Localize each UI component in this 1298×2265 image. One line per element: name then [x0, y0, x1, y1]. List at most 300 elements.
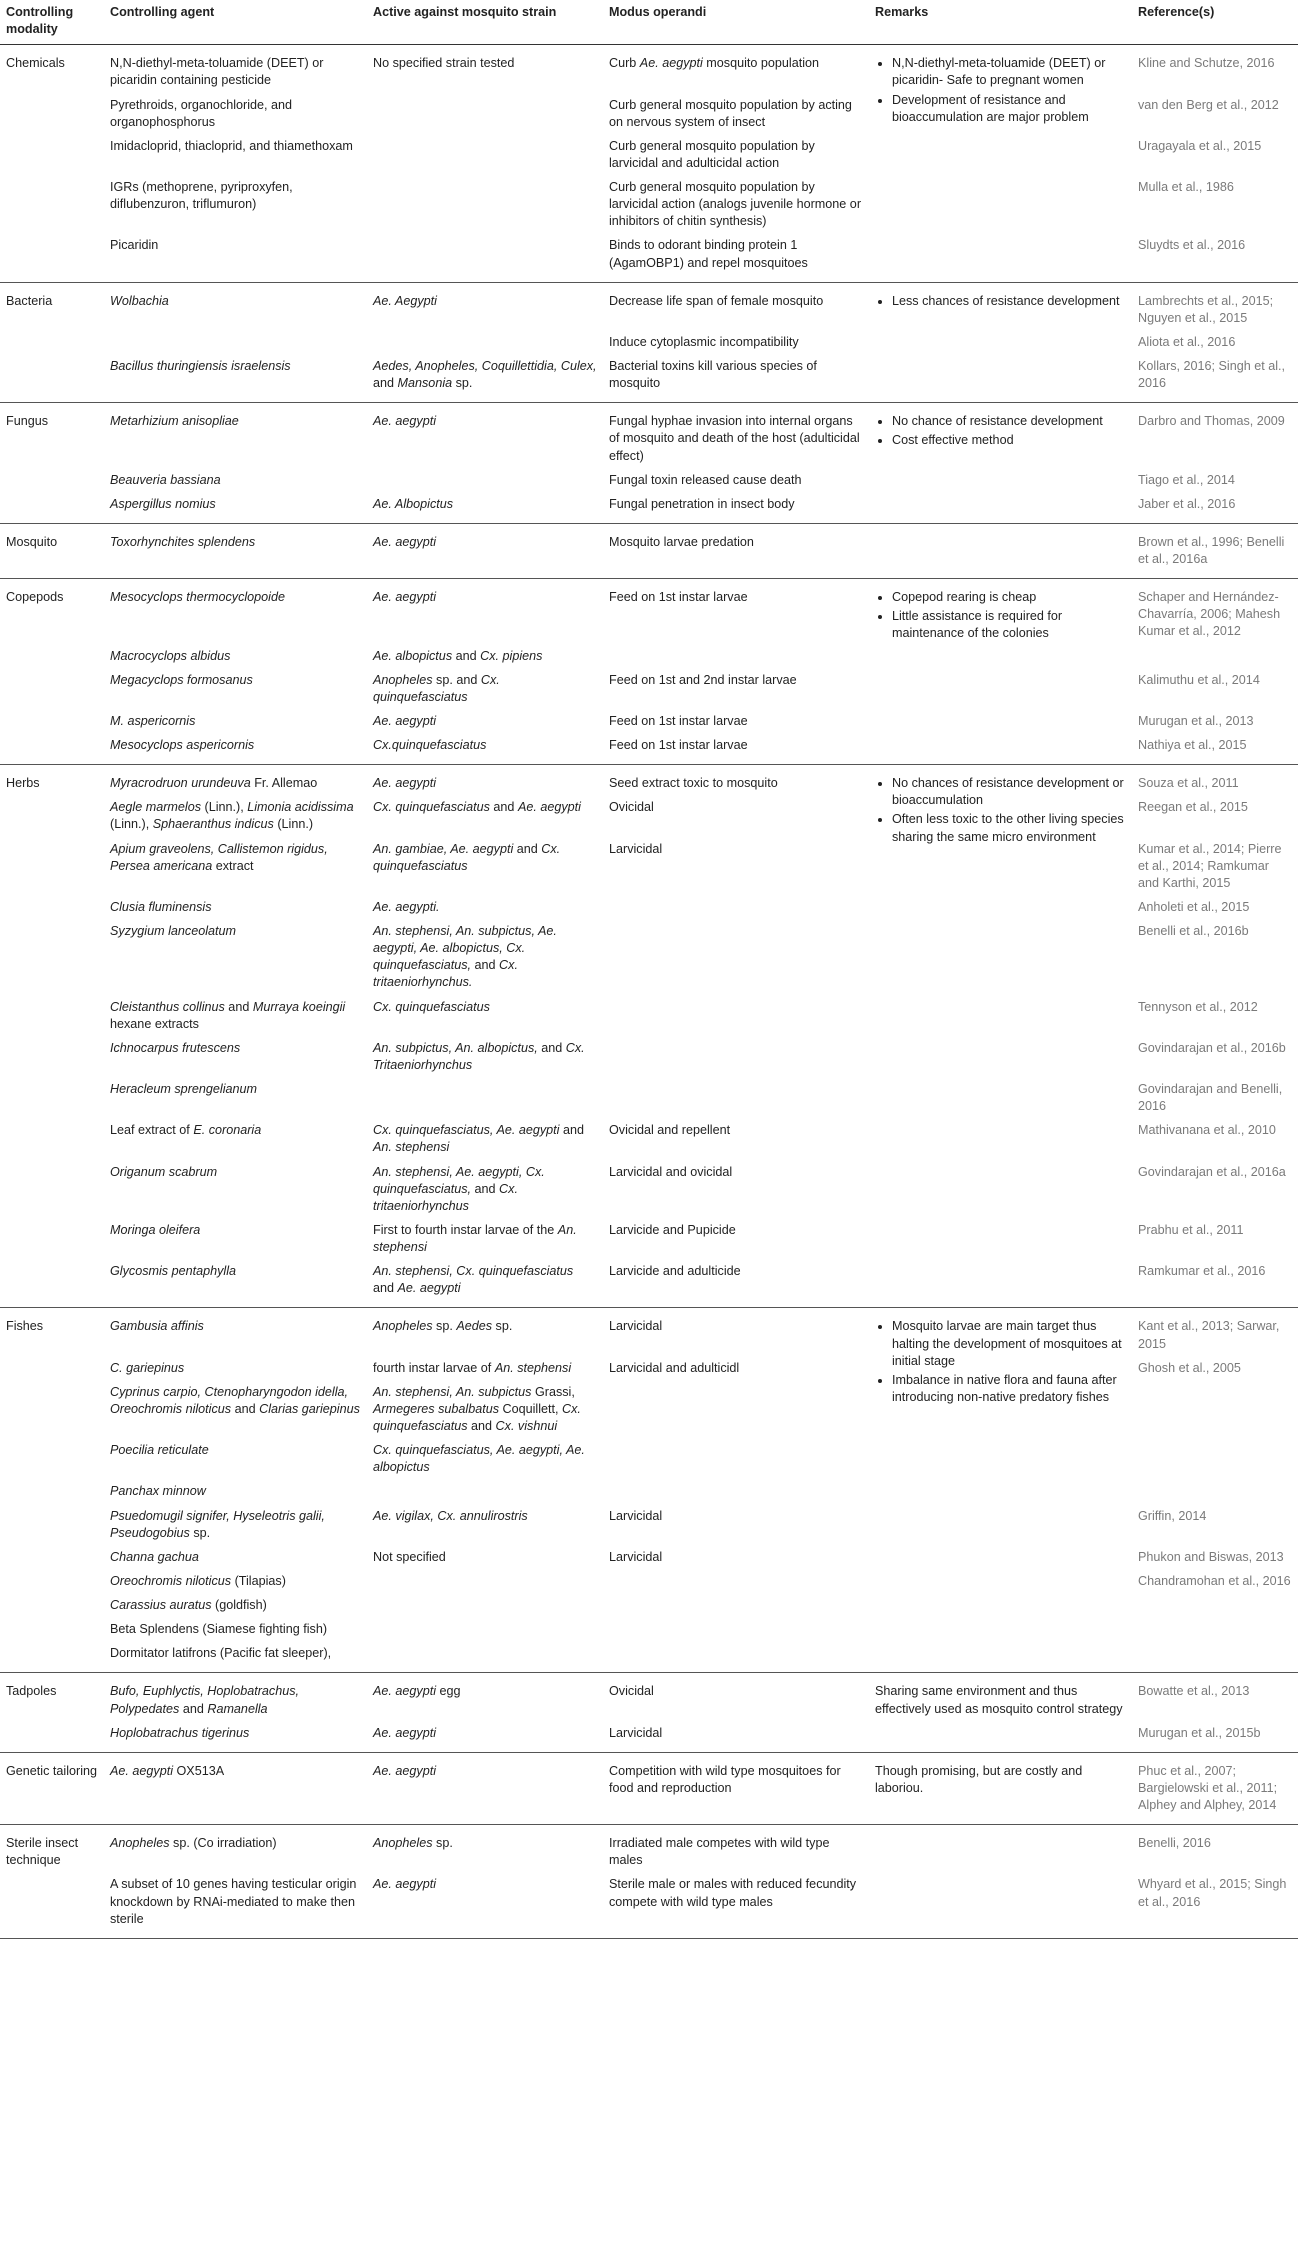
italic-text: M. aspericornis — [110, 713, 196, 728]
agent-cell — [104, 796, 367, 837]
modus-cell — [603, 1439, 869, 1480]
text-segment: and — [224, 999, 253, 1014]
text-segment: egg — [436, 1684, 461, 1699]
text-segment: Larvicide and adulticide — [609, 1264, 741, 1279]
text-segment: sp. — [452, 376, 473, 391]
agent-cell — [104, 1119, 367, 1160]
remark-item: • Cost effective method — [892, 432, 1126, 449]
reference-cell — [1132, 1381, 1298, 1439]
reference-cell: Benelli, 2016 — [1138, 1836, 1211, 1851]
text-segment: Larvicidal — [609, 1725, 663, 1740]
italic-text: Cleistanthus collinus — [110, 999, 225, 1014]
text-segment: Ovicidal — [609, 800, 654, 815]
text-segment: Feed on 1st instar larvae — [609, 713, 748, 728]
strain-cell — [367, 355, 603, 403]
reference-cell — [1132, 1642, 1298, 1673]
italic-text: Ae. Albopictus — [373, 496, 454, 511]
text-segment: mosquito population — [702, 56, 820, 71]
italic-text: Ae. aegypti — [373, 590, 437, 605]
reference-cell: Kollars, 2016; Singh et al., 2016 — [1132, 355, 1298, 403]
italic-text: Cx. Tritaeniorhynchus — [373, 1040, 585, 1072]
italic-text: Moringa oleifera — [110, 1222, 201, 1237]
reference-cell — [1132, 1439, 1298, 1480]
modality-cell: Fungus — [0, 403, 104, 524]
remark-item: • Often less toxic to the other living species sharing the same micro environment — [892, 811, 1126, 845]
modus-cell — [603, 493, 869, 524]
reference-cell: Govindarajan et al., 2016b — [1138, 1040, 1286, 1055]
agent-cell — [104, 1037, 367, 1078]
modus-cell — [603, 669, 869, 710]
text-segment: and — [471, 1181, 500, 1196]
text-segment: Curb general mosquito population by acting on nervous system of insect — [609, 97, 852, 129]
italic-text: Cx. tritaeniorhynchus. — [373, 958, 518, 990]
agent-cell — [104, 1381, 367, 1439]
strain-cell — [367, 996, 603, 1037]
modality-cell: Sterile insect technique — [0, 1825, 104, 1939]
modus-cell — [603, 469, 869, 493]
reference-cell: Souza et al., 2011 — [1138, 776, 1239, 791]
strain-cell — [367, 1642, 603, 1673]
italic-text: Bacillus thuringiensis israelensis — [110, 359, 291, 373]
remark-item: • N,N-diethyl-meta-toluamide (DEET) or picaridin- Safe to pregnant women — [892, 55, 1126, 89]
reference-cell: Brown et al., 1996; Benelli et al., 2016a — [1132, 523, 1298, 578]
italic-text: Anopheles — [373, 672, 433, 687]
agent-cell — [104, 1594, 367, 1618]
strain-cell — [367, 1357, 603, 1381]
italic-text: Ae. aegypti — [517, 800, 581, 815]
strain-cell — [367, 1673, 603, 1722]
reference-cell: Govindarajan and Benelli, 2016 — [1138, 1082, 1283, 1114]
italic-text: Ae. aegypti. — [373, 899, 440, 914]
modus-cell — [603, 996, 869, 1037]
italic-text: Aegle marmelos — [110, 800, 201, 815]
modus-cell — [603, 1618, 869, 1642]
agent-cell — [104, 1480, 367, 1504]
strain-cell — [367, 45, 603, 94]
agent-cell — [104, 1642, 367, 1673]
italic-text: Mesocyclops thermocyclopoide — [110, 590, 285, 605]
text-segment: and — [467, 1419, 496, 1433]
modus-cell — [603, 1570, 869, 1594]
remark-text: Though promising, but are costly and laboriou. — [875, 1763, 1083, 1795]
agent-cell — [104, 1260, 367, 1308]
text-segment: Fungal toxin released cause death — [609, 472, 802, 487]
italic-text: Aspergillus nomius — [110, 496, 216, 511]
text-segment: Grassi, — [531, 1384, 575, 1399]
italic-text: An. stephensi — [494, 1360, 572, 1375]
header-strain: Active against mosquito strain — [367, 0, 603, 45]
italic-text: An. stephensi, Ae. aegypti, Cx. quinquefasciatus, — [373, 1164, 545, 1196]
strain-cell — [367, 579, 603, 645]
remarks-list — [875, 775, 1126, 846]
text-segment: Beta Splendens (Siamese fighting fish) — [110, 1622, 328, 1637]
modus-cell — [603, 403, 869, 469]
table-row — [0, 579, 1298, 645]
modus-cell — [603, 45, 869, 94]
modus-cell — [603, 1752, 869, 1824]
modus-cell — [603, 94, 869, 135]
modality-cell: Tadpoles — [0, 1673, 104, 1752]
italic-text: Bufo, Euphlyctis, Hoplobatrachus, Polypedates — [110, 1684, 300, 1716]
reference-cell: van den Berg et al., 2012 — [1138, 97, 1279, 112]
agent-cell — [104, 734, 367, 765]
agent-cell — [104, 1219, 367, 1260]
header-modus: Modus operandi — [603, 0, 869, 45]
reference-cell — [1132, 1618, 1298, 1642]
italic-text: C. gariepinus — [110, 1360, 185, 1375]
reference-cell: Govindarajan et al., 2016a — [1138, 1164, 1286, 1179]
italic-text: Channa gachua — [110, 1549, 199, 1564]
italic-text: Wolbachia — [110, 293, 169, 308]
agent-cell — [104, 1439, 367, 1480]
modus-cell — [603, 331, 869, 355]
remarks-cell — [869, 1752, 1132, 1824]
text-segment: Fr. Allemao — [250, 776, 318, 791]
strain-cell — [367, 1570, 603, 1594]
italic-text: Ae. aegypti — [373, 414, 437, 429]
modus-cell — [603, 1119, 869, 1160]
text-segment: No specified strain tested — [373, 56, 515, 71]
agent-cell — [104, 1752, 367, 1824]
text-segment: Larvicide and Pupicide — [609, 1222, 736, 1237]
text-segment: Seed extract toxic to mosquito — [609, 776, 778, 791]
remark-item: • Development of resistance and bioaccumulation are major problem — [892, 92, 1126, 126]
modus-cell — [603, 1078, 869, 1119]
text-segment: Sterile male or males with reduced fecundity compete with wild type males — [609, 1877, 857, 1909]
strain-cell — [367, 796, 603, 837]
text-segment: Feed on 1st instar larvae — [609, 590, 748, 605]
text-segment: (Linn.) — [273, 817, 314, 832]
agent-cell — [104, 1308, 367, 1357]
text-segment: Larvicidal — [609, 1508, 663, 1523]
italic-text: Ae. aegypti — [110, 1763, 174, 1778]
italic-text: Aedes, Anopheles, Coquillettidia, Culex, — [373, 359, 597, 373]
text-segment: Bacterial toxins kill various species of mosquito — [609, 359, 817, 391]
text-segment: First to fourth instar larvae of the — [373, 1222, 558, 1237]
agent-cell — [104, 282, 367, 331]
italic-text: Murraya koeingii — [252, 999, 346, 1014]
strain-cell — [367, 920, 603, 996]
reference-cell: Nathiya et al., 2015 — [1132, 734, 1298, 765]
agent-cell — [104, 1505, 367, 1546]
italic-text: Heracleum sprengelianum — [110, 1082, 257, 1096]
text-segment: sp. — [432, 1836, 453, 1851]
italic-text: An. stephensi — [373, 1140, 450, 1155]
agent-cell — [104, 710, 367, 734]
agent-cell — [104, 1546, 367, 1570]
remarks-cell — [869, 45, 1132, 282]
modus-cell — [603, 838, 869, 896]
italic-text: E. coronaria — [193, 1123, 262, 1138]
strain-cell — [367, 282, 603, 331]
italic-text: Metarhizium anisopliae — [110, 414, 239, 429]
table-row — [0, 1308, 1298, 1357]
strain-cell — [367, 710, 603, 734]
modus-cell — [603, 1219, 869, 1260]
reference-cell: Kalimuthu et al., 2014 — [1138, 672, 1260, 687]
italic-text: Ae. aegypti — [373, 713, 437, 728]
italic-text: Ae. aegypti — [373, 1684, 437, 1699]
agent-cell — [104, 355, 367, 403]
italic-text: Apium graveolens, Callistemon rigidus, Persea americana — [110, 841, 328, 873]
text-segment: N,N-diethyl-meta-toluamide (DEET) or picaridin containing pesticide — [110, 56, 324, 88]
table-row — [0, 1752, 1298, 1824]
agent-cell — [104, 176, 367, 234]
strain-cell — [367, 1505, 603, 1546]
strain-cell — [367, 1308, 603, 1357]
italic-text: Psuedomugil signifer, Hyseleotris galii, Pseudogobius — [110, 1508, 325, 1540]
strain-cell — [367, 645, 603, 669]
agent-cell — [104, 579, 367, 645]
italic-text: Anopheles — [373, 1319, 433, 1334]
text-segment: OX513A — [173, 1763, 225, 1778]
header-references: Reference(s) — [1132, 0, 1298, 45]
reference-cell: Mathivanana et al., 2010 — [1138, 1123, 1276, 1138]
modus-cell — [603, 282, 869, 331]
text-segment: Decrease life span of female mosquito — [609, 293, 824, 308]
remarks-cell — [869, 523, 1132, 578]
text-segment: fourth instar larvae of — [373, 1360, 495, 1375]
modality-cell: Fishes — [0, 1308, 104, 1673]
text-segment: extract — [212, 858, 254, 873]
text-segment: Curb general mosquito population by larvicidal and adulticidal action — [609, 138, 815, 170]
text-segment: Curb — [609, 56, 640, 71]
italic-text: Toxorhynchites splendens — [110, 534, 256, 549]
modus-cell — [603, 645, 869, 669]
agent-cell — [104, 838, 367, 896]
italic-text: Cx. quinquefasciatus — [373, 800, 490, 815]
modus-cell — [603, 579, 869, 645]
modus-cell — [603, 1381, 869, 1439]
reference-cell: Phukon and Biswas, 2013 — [1138, 1549, 1284, 1564]
remark-item: • Less chances of resistance development — [892, 293, 1126, 310]
reference-cell: Tennyson et al., 2012 — [1138, 999, 1258, 1014]
italic-text: Cx. quinquefasciatus, Ae. aegypti, Ae. albopictus — [373, 1443, 585, 1475]
strain-cell — [367, 896, 603, 920]
italic-text: Armegeres subalbatus — [373, 1401, 500, 1416]
table-row — [0, 523, 1298, 578]
agent-cell — [104, 523, 367, 578]
text-segment: Pyrethroids, organochloride, and organophosphorus — [110, 97, 293, 129]
agent-cell — [104, 920, 367, 996]
italic-text: Cx. quinquefasciatus — [373, 841, 561, 873]
agent-cell — [104, 1825, 367, 1874]
text-segment: sp. — [189, 1525, 211, 1540]
text-segment: Ovicidal and repellent — [609, 1123, 731, 1138]
modus-cell — [603, 1260, 869, 1308]
reference-cell: Uragayala et al., 2015 — [1138, 138, 1262, 153]
text-segment: IGRs (methoprene, pyriproxyfen, diflubenzuron, triflumuron) — [110, 180, 293, 212]
table-row — [0, 1673, 1298, 1722]
strain-cell — [367, 1594, 603, 1618]
italic-text: Myracrodruon urundeuva — [110, 776, 251, 791]
remark-item: • Imbalance in native flora and fauna after introducing non-native predatory fishes — [892, 1372, 1126, 1406]
italic-text: Ae. vigilax, Cx. annulirostris — [373, 1508, 528, 1523]
agent-cell — [104, 469, 367, 493]
strain-cell — [367, 176, 603, 234]
reference-cell: Chandramohan et al., 2016 — [1138, 1573, 1291, 1588]
strain-cell — [367, 1722, 603, 1753]
italic-text: Origanum scabrum — [110, 1164, 218, 1179]
italic-text: Cx. pipiens — [480, 648, 543, 663]
table-row — [0, 765, 1298, 797]
italic-text: Clusia fluminensis — [110, 899, 212, 914]
modus-cell — [603, 135, 869, 176]
italic-text: Anopheles — [110, 1836, 170, 1851]
italic-text: Ae. Aegypti — [373, 293, 437, 308]
reference-cell: Murugan et al., 2013 — [1138, 713, 1254, 728]
italic-text: Cx. quinquefasciatus — [373, 1401, 581, 1433]
reference-cell: Jaber et al., 2016 — [1132, 493, 1298, 524]
agent-cell — [104, 996, 367, 1037]
reference-cell: Prabhu et al., 2011 — [1138, 1222, 1244, 1237]
remark-item: • Mosquito larvae are main target thus halting the development of mosquitoes at initial stage — [892, 1318, 1126, 1369]
italic-text: An. gambiae, Ae. aegypti — [373, 841, 514, 856]
text-segment: Induce cytoplasmic incompatibility — [609, 334, 799, 349]
text-segment: Feed on 1st instar larvae — [609, 738, 748, 752]
modus-cell — [603, 796, 869, 837]
strain-cell — [367, 1825, 603, 1874]
text-segment: hexane extracts — [110, 1016, 199, 1031]
text-segment: Larvicidal and adulticidl — [609, 1360, 740, 1375]
strain-cell — [367, 1078, 603, 1119]
strain-cell — [367, 1037, 603, 1078]
italic-text: An. subpictus, An. albopictus, — [373, 1040, 538, 1055]
modus-cell — [603, 920, 869, 996]
modus-cell — [603, 1505, 869, 1546]
strain-cell — [367, 331, 603, 355]
italic-text: Syzygium lanceolatum — [110, 924, 236, 938]
italic-text: Megacyclops formosanus — [110, 672, 253, 687]
italic-text: Ae. aegypti — [639, 56, 703, 71]
modus-cell — [603, 734, 869, 765]
agent-cell — [104, 94, 367, 135]
remarks-list — [875, 413, 1126, 449]
italic-text: An. stephensi — [373, 1222, 577, 1254]
agent-cell — [104, 1873, 367, 1938]
strain-cell — [367, 1480, 603, 1504]
text-segment: and — [537, 1040, 566, 1055]
italic-text: Ae. aegypti — [373, 534, 437, 549]
text-segment: Mosquito larvae predation — [609, 534, 754, 549]
remarks-cell — [869, 282, 1132, 403]
modus-cell — [603, 1546, 869, 1570]
table-row — [0, 282, 1298, 331]
agent-cell — [104, 1618, 367, 1642]
reference-cell: Schaper and Hernández-Chavarría, 2006; Mahesh Kumar et al., 2012 — [1138, 590, 1281, 639]
agent-cell — [104, 331, 367, 355]
text-segment: Fungal hyphae invasion into internal organs of mosquito and death of the host (adulticidal effect) — [609, 414, 860, 463]
agent-cell — [104, 1570, 367, 1594]
strain-cell — [367, 1439, 603, 1480]
text-segment: Larvicidal — [609, 841, 663, 856]
modus-cell — [603, 1673, 869, 1722]
text-segment: Binds to odorant binding protein 1 (AgamOBP1) and repel mosquitoes — [609, 238, 808, 270]
reference-cell: Lambrechts et al., 2015; Nguyen et al., 2015 — [1138, 293, 1274, 325]
italic-text: Oreochromis niloticus — [110, 1573, 232, 1588]
italic-text: Ae. aegypti — [373, 1725, 437, 1740]
remarks-cell — [869, 403, 1132, 524]
italic-text: Ae. albopictus — [373, 648, 453, 663]
reference-cell: Ramkumar et al., 2016 — [1132, 1260, 1298, 1308]
agent-cell — [104, 1078, 367, 1119]
agent-cell — [104, 669, 367, 710]
strain-cell — [367, 838, 603, 896]
italic-text: Glycosmis pentaphylla — [110, 1264, 236, 1279]
modality-cell: Copepods — [0, 579, 104, 765]
remarks-list — [875, 1318, 1126, 1406]
agent-cell — [104, 234, 367, 282]
text-segment: Curb general mosquito population by larvicidal action (analogs juvenile hormone or inhibitors of chitin synthesis) — [609, 180, 862, 229]
modus-cell — [603, 710, 869, 734]
reference-cell: Benelli et al., 2016b — [1138, 924, 1249, 938]
header-row — [0, 0, 1298, 45]
modus-cell — [603, 1873, 869, 1938]
italic-text: Cx.quinquefasciatus — [373, 738, 487, 752]
strain-cell — [367, 234, 603, 282]
text-segment: (Linn.), — [201, 800, 248, 815]
modality-cell: Chemicals — [0, 45, 104, 282]
text-segment: and — [559, 1123, 584, 1138]
text-segment: Ovicidal — [609, 1684, 654, 1699]
remarks-cell — [869, 1308, 1132, 1673]
italic-text: Mansonia — [397, 376, 453, 391]
reference-cell: Anholeti et al., 2015 — [1138, 899, 1250, 914]
strain-cell — [367, 1119, 603, 1160]
text-segment: Imidacloprid, thiacloprid, and thiamethoxam — [110, 138, 353, 153]
remark-item: • Little assistance is required for maintenance of the colonies — [892, 608, 1126, 642]
reference-cell: Kline and Schutze, 2016 — [1138, 56, 1275, 71]
reference-cell: Murugan et al., 2015b — [1132, 1722, 1298, 1753]
text-segment: sp. — [432, 1319, 457, 1334]
italic-text: Cx. tritaeniorhynchus — [373, 1181, 518, 1213]
strain-cell — [367, 1219, 603, 1260]
modus-cell — [603, 1161, 869, 1219]
modus-cell — [603, 1037, 869, 1078]
text-segment: and — [471, 958, 500, 973]
italic-text: Cx. vishnui — [495, 1419, 558, 1433]
agent-cell — [104, 1161, 367, 1219]
text-segment: (goldfish) — [211, 1598, 267, 1612]
reference-cell — [1132, 1480, 1298, 1504]
reference-cell — [1132, 645, 1298, 669]
remark-text: Sharing same environment and thus effectively used as mosquito control strategy — [875, 1684, 1123, 1716]
text-segment: Fungal penetration in insect body — [609, 496, 795, 511]
text-segment: A subset of 10 genes having testicular origin knockdown by RNAi-mediated to make then sterile — [110, 1877, 357, 1926]
table-row — [0, 403, 1298, 469]
reference-cell: Bowatte et al., 2013 — [1138, 1684, 1250, 1699]
text-segment: sp. — [492, 1319, 513, 1334]
italic-text: Ae. aegypti — [397, 1281, 461, 1296]
modus-cell — [603, 355, 869, 403]
text-segment: sp. and — [432, 672, 481, 687]
text-segment: Larvicidal — [609, 1549, 663, 1564]
italic-text: Hoplobatrachus tigerinus — [110, 1725, 250, 1740]
italic-text: Ae. aegypti — [373, 1877, 437, 1892]
italic-text: Sphaeranthus indicus — [152, 817, 274, 832]
italic-text: Limonia acidissima — [247, 800, 354, 815]
table-row — [0, 45, 1298, 94]
italic-text: An. stephensi, An. subpictus, Ae. aegypti, Ae. albopictus, Cx. quinquefasciatus, — [373, 924, 557, 973]
strain-cell — [367, 1161, 603, 1219]
modus-cell — [603, 1825, 869, 1874]
italic-text: Beauveria bassiana — [110, 472, 221, 487]
text-segment: Picaridin — [110, 238, 159, 253]
italic-text: An. stephensi, An. subpictus — [373, 1384, 532, 1399]
text-segment: and — [373, 376, 398, 391]
modus-cell — [603, 176, 869, 234]
table-body — [0, 45, 1298, 1939]
